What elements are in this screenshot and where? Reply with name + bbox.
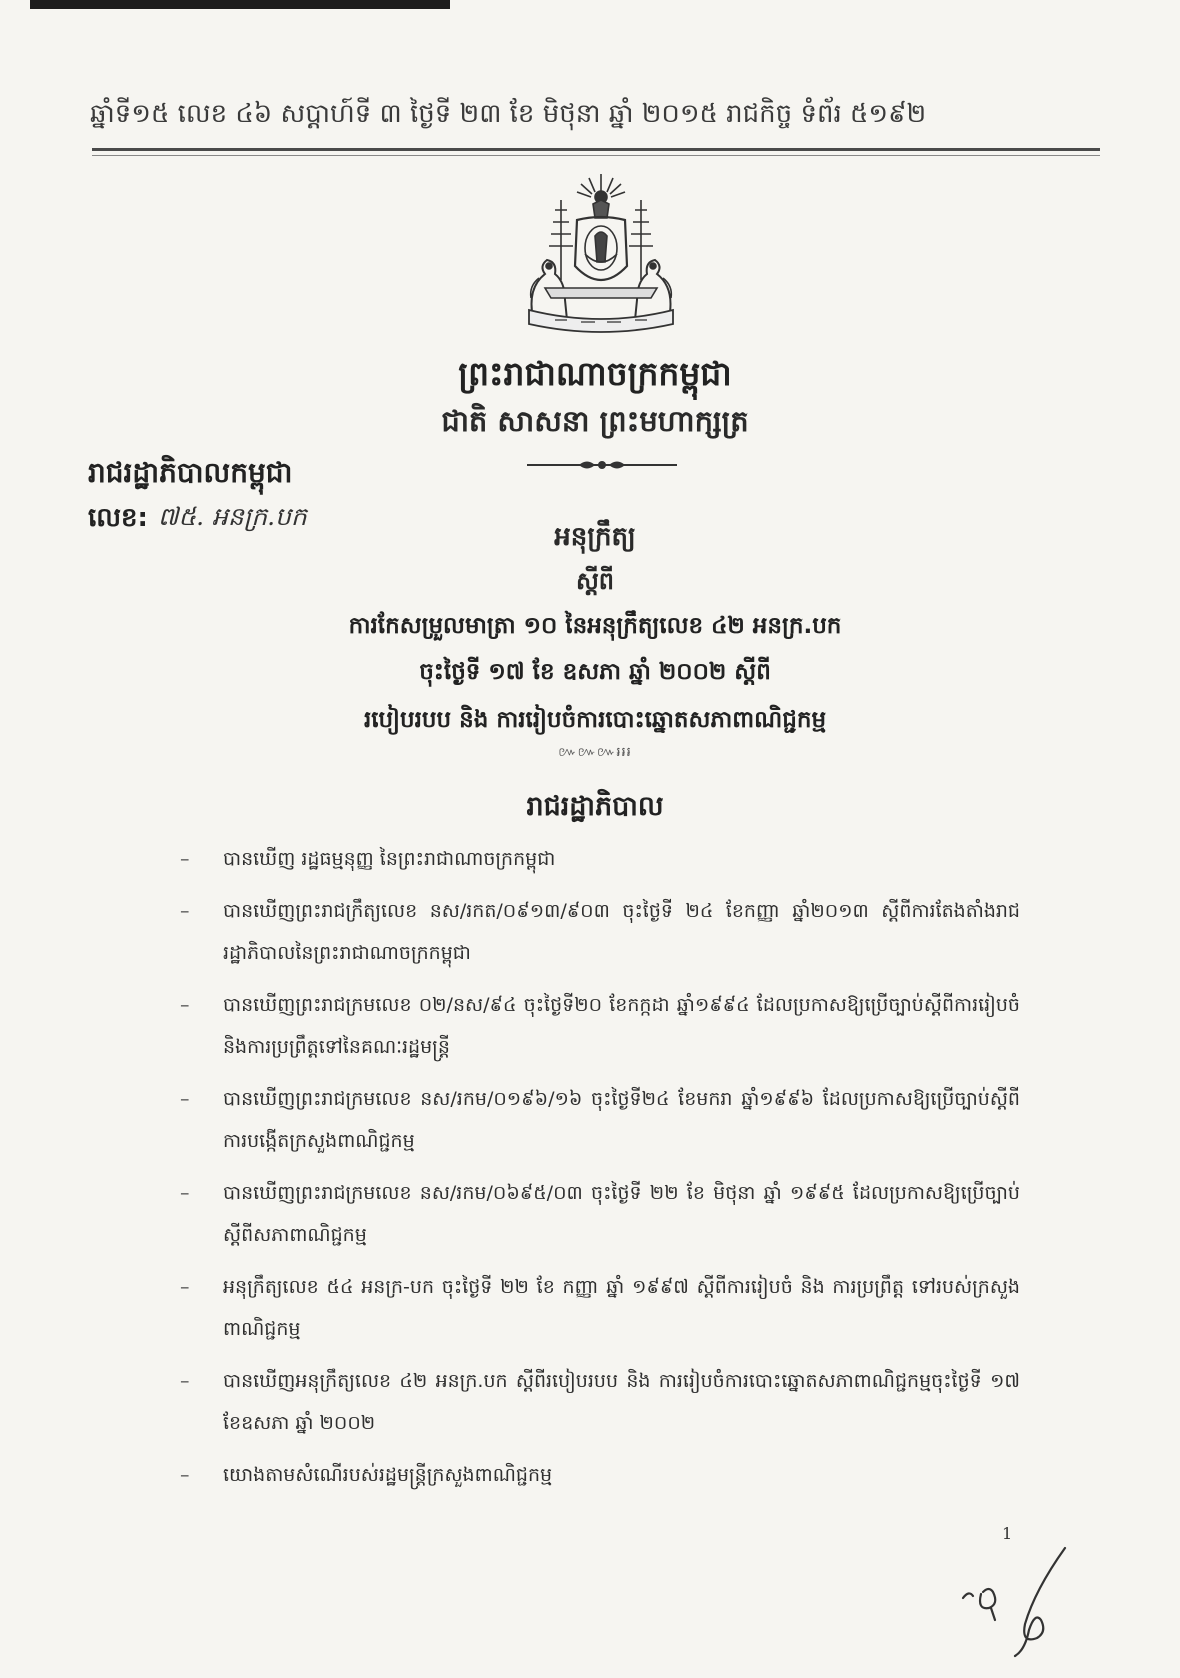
gazette-header: ឆ្នាំទី១៥ លេខ ៤៦ សប្តាហ៍ទី ៣ ថ្ងៃទី ២៣ ខែ មិថុនា ឆ្នាំ ២០១៥ រាជកិច្ច ទំព័រ ៥១៩២ [90,99,927,129]
preamble-item [180,1454,1020,1496]
divider-ornament-icon [527,456,677,474]
preamble-text: បានឃើញព្រះរាជក្រមលេខ ០២/នស/៩៤ ចុះថ្ងៃទី២០ ខែកក្កដា ឆ្នាំ១៩៩៤ ដែលប្រកាសឱ្យប្រើច្បាប់ស្តីពីការរៀបចំនិងការប្រព្រឹត្តទៅនៃគណៈរដ្ឋមន្ត្រី [223,994,1020,1058]
subject-label: ស្តីពី [575,567,615,595]
preamble-item [180,1172,1020,1256]
dash-bullet-icon: – [180,1370,190,1392]
dash-bullet-icon: – [180,848,190,870]
national-motto: ជាតិ សាសនា ព្រះមហាក្សត្រ [441,404,749,438]
reference-label: លេខ: [88,503,148,533]
reference-value-handwritten: ៧៥. អនក្រ.បក [157,502,307,531]
preamble-text: បានឃើញព្រះរាជក្រឹត្យលេខ នស/រកត/០៩១៣/៩០៣ ចុះថ្ងៃទី ២៤ ខែកញ្ញា ឆ្នាំ២០១៣ ស្តីពីការតែងតាំងរាជរដ្ឋាភិបាលនៃព្រះរាជាណាចក្រកម្ពុជា [223,900,1020,964]
preamble-item [180,890,1020,974]
preamble-text: យោងតាមសំណើរបស់រដ្ឋមន្ត្រីក្រសួងពាណិជ្ជកម្ម [223,1464,553,1486]
dash-bullet-icon: – [180,1088,190,1110]
preamble-text: អនុក្រឹត្យលេខ ៥៤ អនក្រ-បក ចុះថ្ងៃទី ២២ ខែ កញ្ញា ឆ្នាំ ១៩៩៧ ស្តីពីការរៀបចំ និង ការប្រព្រឹត្ត ទៅរបស់ក្រសួងពាណិជ្ជកម្ម [223,1276,1020,1340]
section-heading: រាជរដ្ឋាភិបាល [526,791,664,822]
reference-number [88,500,307,540]
dash-bullet-icon: – [180,1182,190,1204]
page-number: 1 [1002,1524,1013,1543]
preamble-text: បានឃើញព្រះរាជក្រមលេខ នស/រកម/០៦៩៥/០៣ ចុះថ្ងៃទី ២២ ខែ មិថុនា ឆ្នាំ ១៩៩៥ ដែលប្រកាសឱ្យប្រើច្បាប់ស្តីពីសភាពាណិជ្ជកម្ម [223,1182,1020,1246]
preamble-item [180,838,1020,880]
preamble-item [180,984,1020,1068]
kingdom-name: ព្រះរាជាណាចក្រកម្ពុជា [458,354,732,393]
document-title-line: ចុះថ្ងៃទី ១៧ ខែ ឧសភា ឆ្នាំ ២០០២ ស្តីពី [419,659,771,685]
dash-bullet-icon: – [180,994,190,1016]
dash-bullet-icon: – [180,1464,190,1486]
preamble-list [180,838,1020,1506]
document-title-line: របៀបរបប និង ការរៀបចំការបោះឆ្នោតសភាពាណិជ្ជកម្ម [363,707,827,733]
handwritten-initials-icon [955,1540,1105,1660]
royal-arms-icon [515,170,687,342]
preamble-text: បានឃើញព្រះរាជក្រមលេខ នស/រកម/០១៩៦/១៦ ចុះថ្ងៃទី២៤ ខែមករា ឆ្នាំ១៩៩៦ ដែលប្រកាសឱ្យប្រើច្បាប់ស្តីពីការបង្កើតក្រសួងពាណិជ្ជកម្ម [223,1088,1020,1152]
gazette-header-rule [92,148,1100,151]
dash-bullet-icon: – [180,1276,190,1298]
document-title-line: ការកែសម្រួលមាត្រា ១០ នៃអនុក្រឹត្យលេខ ៤២ អនក្រ.បក [348,613,842,639]
document-type: អនុក្រឹត្យ [554,522,636,552]
preamble-text: បានឃើញអនុក្រឹត្យលេខ ៤២ អនក្រ.បក ស្តីពីរបៀបរបប និង ការរៀបចំការបោះឆ្នោតសភាពាណិជ្ជកម្មចុះថ្ងៃទី ១៧ ខែឧសភា ឆ្នាំ ២០០២ [223,1370,1020,1434]
issuing-authority: រាជរដ្ឋាភិបាលកម្ពុជា [88,456,293,489]
gazette-header-rule-thin [92,155,1100,156]
scan-edge-shadow [30,0,450,9]
preamble-item [180,1078,1020,1162]
preamble-text: បានឃើញ រដ្ឋធម្មនុញ្ញ នៃព្រះរាជាណាចក្រកម្ពុជា [223,848,556,870]
preamble-item [180,1266,1020,1350]
preamble-item [180,1360,1020,1444]
dash-bullet-icon: – [180,900,190,922]
title-ornament: ៚៚៚៛៛៛ [558,745,632,760]
